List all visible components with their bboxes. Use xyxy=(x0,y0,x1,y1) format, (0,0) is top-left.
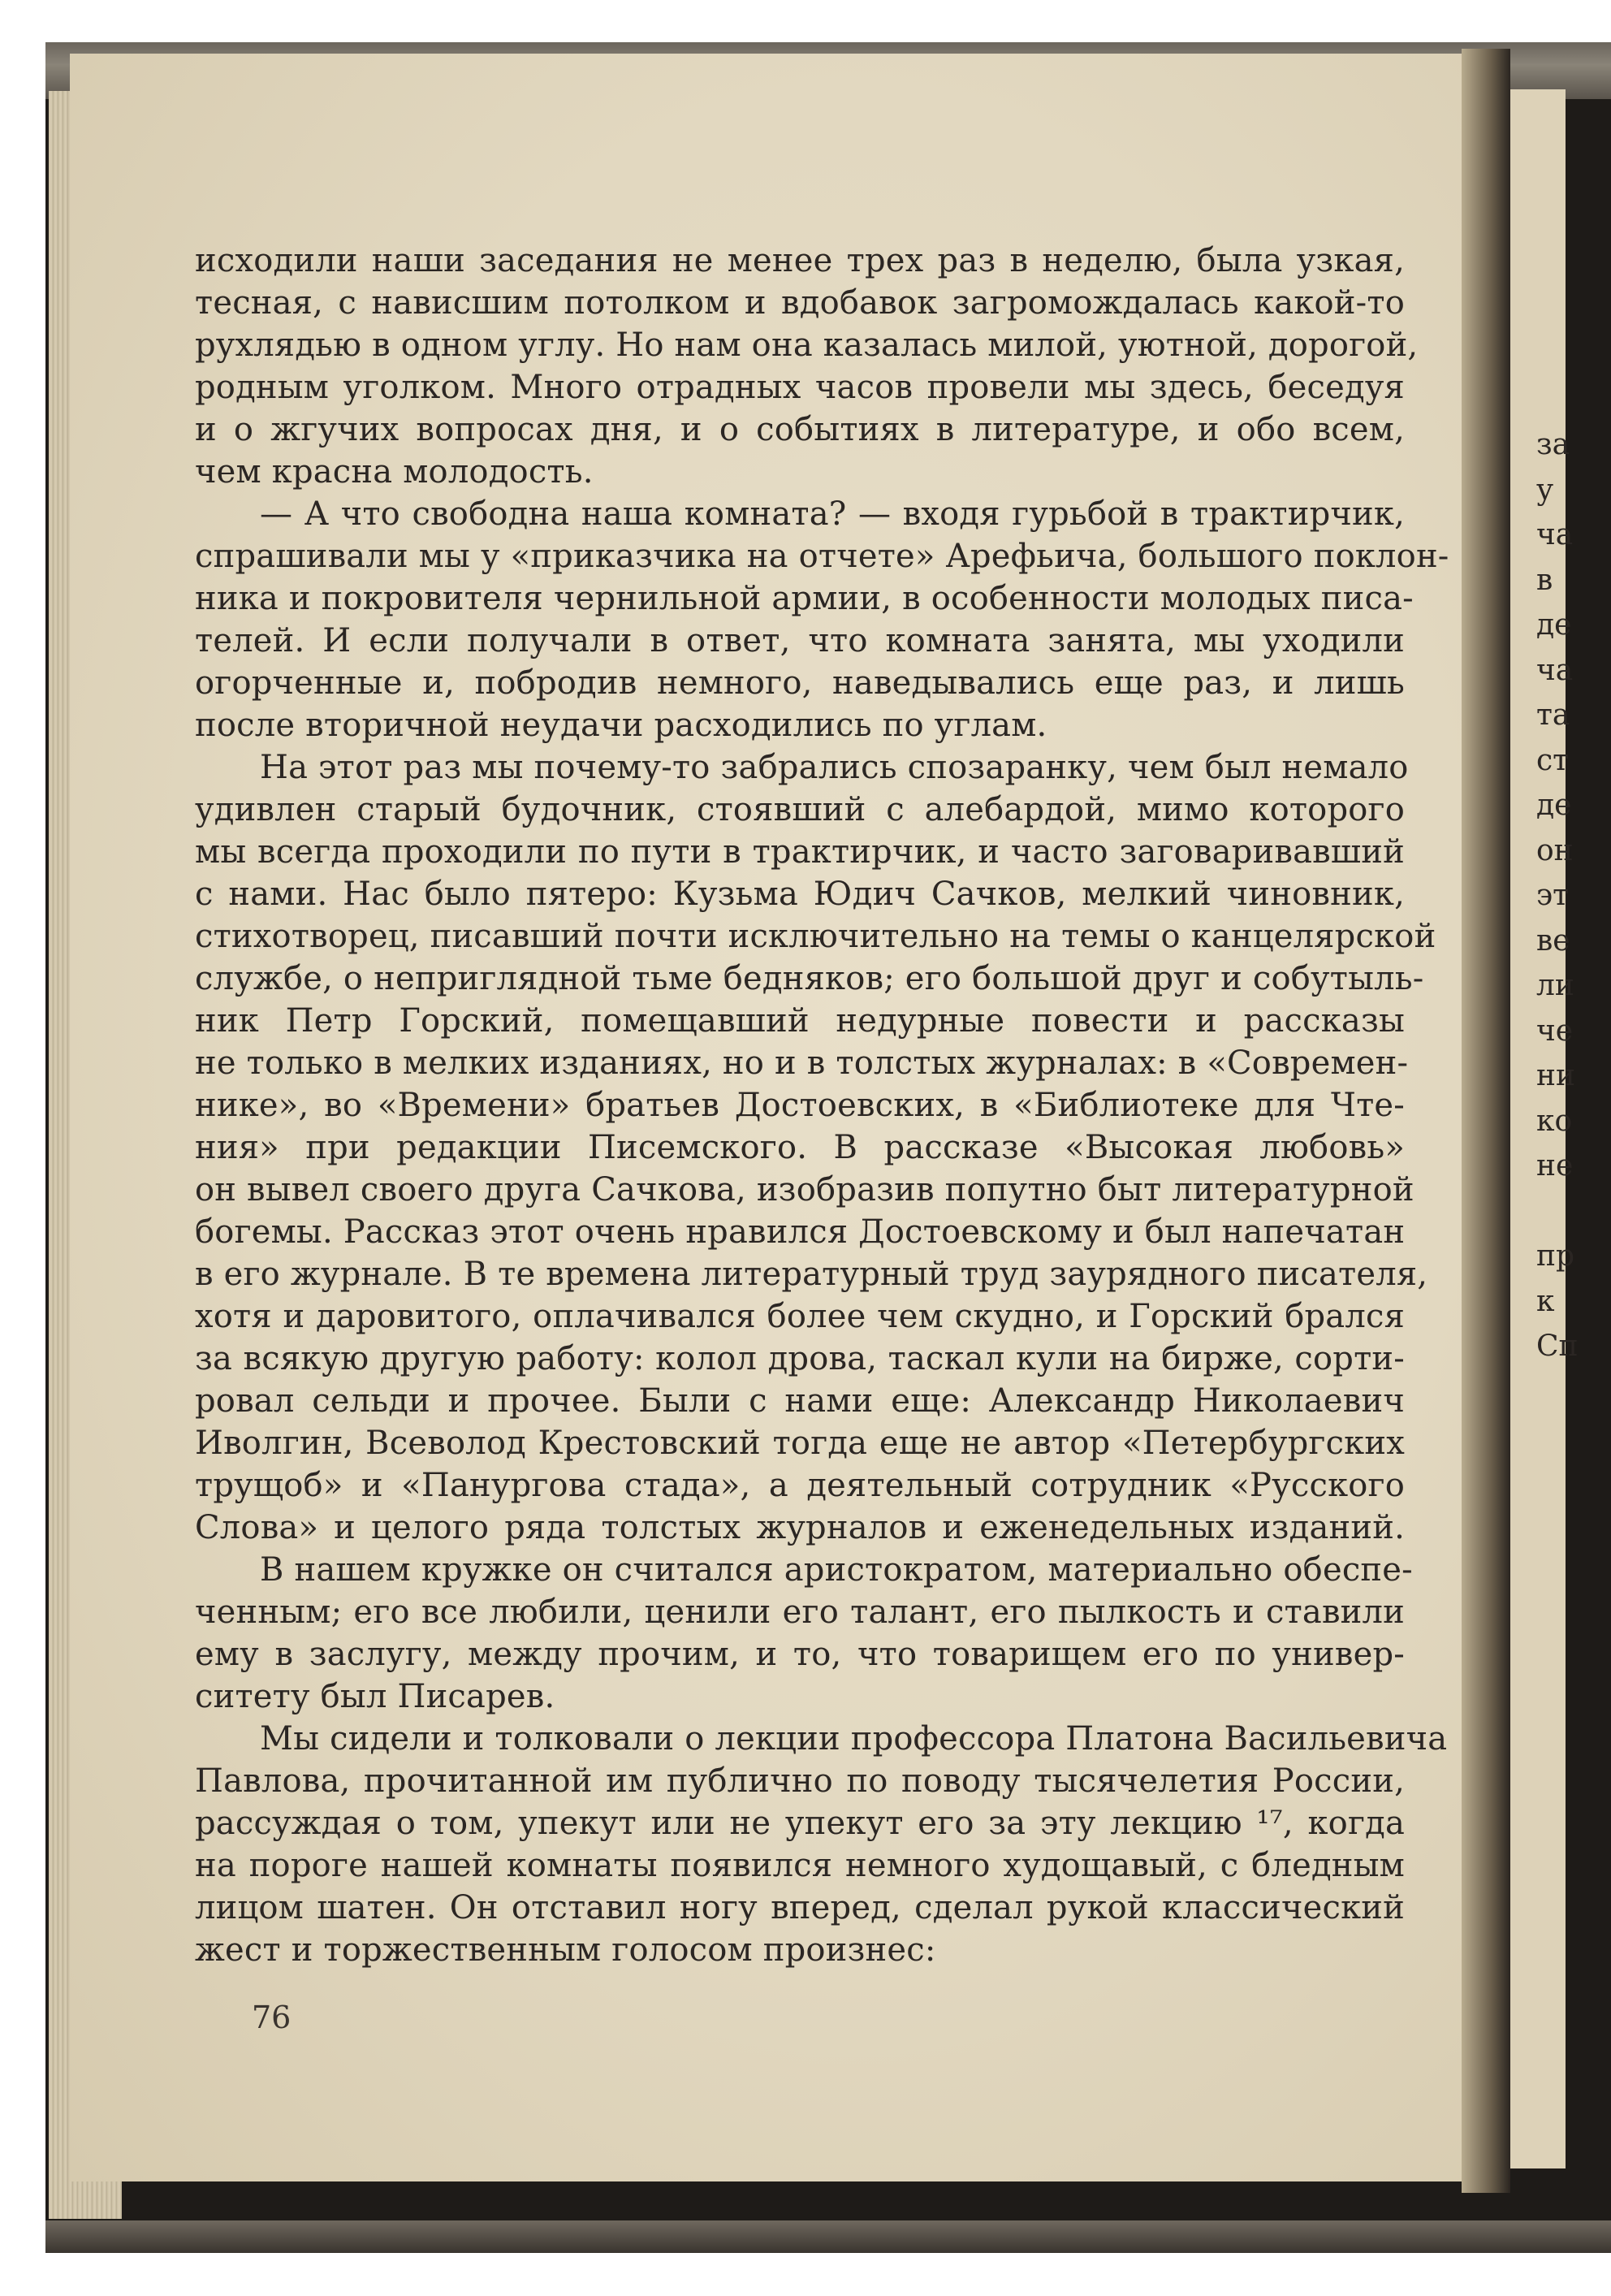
text-line: спрашивали мы у «приказчика на отчете» Арефьича, большого поклон- xyxy=(195,538,1449,575)
text-line: огорченные и, побродив немного, наведывались еще раз, и лишь xyxy=(195,664,1405,702)
text-line: нике», во «Времени» братьев Достоевских, в «Библиотеке для Чте- xyxy=(195,1087,1405,1124)
text-line: исходили наши заседания не менее трех раз в неделю, была узкая, xyxy=(195,242,1405,279)
margin-fragment: ча xyxy=(1536,653,1574,687)
text-line: жест и торжественным голосом произнес: xyxy=(195,1931,936,1969)
margin-fragment: че xyxy=(1536,1014,1574,1048)
text-line: удивлен старый будочник, стоявший с алебардой, мимо которого xyxy=(195,791,1405,828)
margin-fragment: ст xyxy=(1536,743,1570,777)
margin-fragment: де xyxy=(1536,789,1572,822)
text-line: мы всегда проходили по пути в трактирчик, и часто заговаривавший xyxy=(195,833,1405,871)
text-line: Мы сидели и толковали о лекции профессора Платона Васильевича xyxy=(260,1720,1448,1758)
text-line: на пороге нашей комнаты появился немного худощавый, с бледным xyxy=(195,1847,1405,1884)
text-line: рассуждая о том, упекут или не упекут его за эту лекцию ¹⁷, когда xyxy=(195,1805,1405,1842)
text-line: чем красна молодость. xyxy=(195,453,594,491)
next-page-margin-text xyxy=(1536,422,1579,1369)
margin-fragment: ли xyxy=(1536,969,1574,1002)
text-line: На этот раз мы почему-то забрались спозаранку, чем был немало xyxy=(260,749,1409,786)
text-line: хотя и даровитого, оплачивался более чем скудно, и Горский брался xyxy=(195,1298,1405,1335)
margin-fragment: ко xyxy=(1536,1104,1573,1138)
text-line: телей. И если получали в ответ, что комната занята, мы уходили xyxy=(195,622,1405,659)
margin-fragment: в xyxy=(1536,563,1553,597)
text-line: и о жгучих вопросах дня, и о событиях в литературе, и обо всем, xyxy=(195,411,1405,448)
text-line: стихотворец, писавший почти исключительно на темы о канцелярской xyxy=(195,918,1436,955)
text-line: Павлова, прочитанной им публично по поводу тысячелетия России, xyxy=(195,1762,1405,1800)
text-line: службе, о неприглядной тьме бедняков; его большой друг и собутыль- xyxy=(195,960,1424,997)
text-line: с нами. Нас было пятеро: Кузьма Юдич Сачков, мелкий чиновник, xyxy=(195,876,1405,913)
text-line: ник Петр Горский, помещавший недурные повести и рассказы xyxy=(195,1002,1405,1040)
margin-fragment: эт xyxy=(1536,879,1570,912)
text-line: после вторичной неудачи расходились по углам. xyxy=(195,707,1047,744)
margin-fragment: у xyxy=(1536,473,1554,507)
margin-fragment: ве xyxy=(1536,923,1570,958)
margin-fragment: Сп xyxy=(1536,1330,1579,1363)
text-line: лицом шатен. Он отставил ногу вперед, сделал рукой классический xyxy=(195,1889,1405,1926)
text-line: рухлядью в одном углу. Но нам она казалась милой, уютной, дорогой, xyxy=(195,326,1419,364)
margin-fragment: де xyxy=(1536,608,1572,642)
text-line: ровал сельди и прочее. Были с нами еще: Александр Николаевич xyxy=(195,1382,1405,1420)
margin-fragment: не xyxy=(1536,1149,1574,1183)
margin-fragment: он xyxy=(1536,833,1574,867)
text-line: за всякую другую работу: колол дрова, таскал кули на бирже, сорти- xyxy=(195,1340,1405,1377)
margin-fragment: ни xyxy=(1536,1059,1575,1092)
text-line: он вывел своего друга Сачкова, изобразив попутно быт литературной xyxy=(195,1171,1414,1209)
text-line: В нашем кружке он считался аристократом, материально обеспе- xyxy=(260,1551,1413,1589)
text-line: тесная, с нависшим потолком и вдобавок загромождалась какой-то xyxy=(195,284,1405,322)
margin-fragment: за xyxy=(1536,428,1570,461)
page-number: 76 xyxy=(252,2000,292,2035)
text-line: ника и покровителя чернильной армии, в особенности молодых писа- xyxy=(195,580,1414,617)
text-line: ситету был Писарев. xyxy=(195,1678,555,1715)
text-line: Иволгин, Всеволод Крестовский тогда еще не автор «Петербургских xyxy=(195,1425,1405,1462)
margin-fragment: ча xyxy=(1536,518,1574,551)
text-line: Слова» и целого ряда толстых журналов и еженедельных изданий. xyxy=(195,1509,1405,1546)
text-line: — А что свободна наша комната? — входя гурьбой в трактирчик, xyxy=(260,495,1405,533)
page-body-text xyxy=(195,240,1449,1971)
text-line: ния» при редакции Писемского. В рассказе «Высокая любовь» xyxy=(195,1129,1405,1166)
margin-fragment: пр xyxy=(1536,1239,1575,1273)
margin-fragment: та xyxy=(1536,698,1570,732)
book-gutter xyxy=(1462,49,1510,2193)
text-line: не только в мелких изданиях, но и в толстых журналах: в «Современ- xyxy=(195,1044,1409,1082)
margin-fragment xyxy=(1536,1189,1566,1234)
text-line: богемы. Рассказ этот очень нравился Достоевскому и был напечатан xyxy=(195,1213,1406,1251)
text-line: трущоб» и «Панургова стада», а деятельный сотрудник «Русского xyxy=(195,1467,1405,1504)
book-bottom-edge xyxy=(45,2220,1611,2253)
text-line: ему в заслугу, между прочим, и то, что товарищем его по универ- xyxy=(195,1636,1405,1673)
text-line: ченным; его все любили, ценили его талант, его пылкость и ставили xyxy=(195,1593,1405,1631)
text-line: в его журнале. В те времена литературный труд заурядного писателя, xyxy=(195,1256,1428,1293)
margin-fragment: к xyxy=(1536,1284,1555,1318)
text-line: родным уголком. Много отрадных часов провели мы здесь, беседуя xyxy=(195,369,1405,406)
